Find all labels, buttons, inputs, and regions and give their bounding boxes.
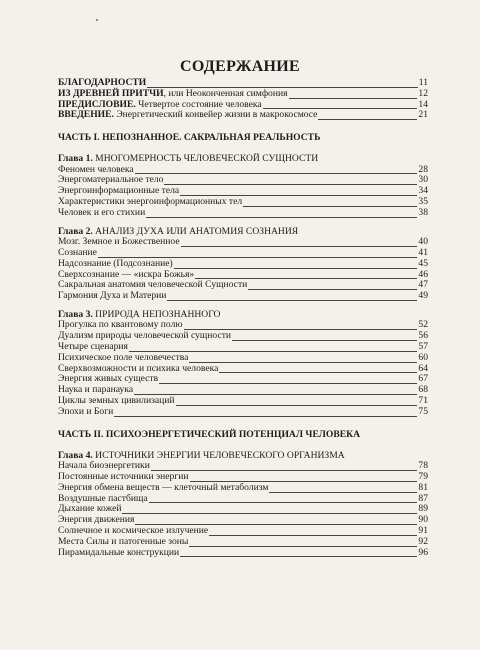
chapter-entries [58,237,428,302]
toc-entry-title: Психическое поле человечества [58,351,189,363]
toc-entry-title: Постоянные источники энергии [58,470,189,482]
toc-entry-title: Четыре сценария [58,341,128,353]
toc-entry-page: 30 [418,174,428,186]
toc-entry-title: Энергоматериальное тело [58,174,164,186]
table-of-contents [58,78,428,558]
chapter-entries [58,320,428,417]
toc-entry-title: Начала биоэнергетики [58,460,150,472]
toc-entry [58,291,428,302]
toc-entry-title: БЛАГОДАРНОСТИ [58,77,147,88]
toc-entry-title: Сверхвозможности и психика человека [58,362,219,374]
chapter-heading: Глава 4. ИСТОЧНИКИ ЭНЕРГИИ ЧЕЛОВЕЧЕСКОГО ОРГАНИЗМА [58,449,345,461]
toc-entry-page: 49 [418,290,428,302]
toc-entry-title: Сверхсознание — «искра Божья» [58,268,195,280]
toc-entry-title: Характеристики энергоинформационных тел [58,196,243,208]
chapter-entries [58,165,428,219]
toc-entry-page: 52 [418,319,428,331]
toc-entry [58,208,428,219]
toc-entry-page: 64 [418,362,428,374]
toc-entry-page: 14 [418,98,428,110]
toc-entry-page: 41 [418,246,428,258]
toc-entry-page: 79 [418,470,428,482]
toc-entry-page: 57 [418,341,428,353]
toc-entry-page: 47 [418,279,428,291]
chapter-heading: Глава 2. АНАЛИЗ ДУХА ИЛИ АНАТОМИЯ СОЗНАНИЯ [58,225,299,237]
chapter-heading: Глава 3. ПРИРОДА НЕПОЗНАННОГО [58,308,221,320]
toc-entry-title: Энергоинформационные тела [58,185,180,197]
toc-entry-page: 87 [418,492,428,504]
toc-entry-title: ИЗ ДРЕВНЕЙ ПРИТЧИ, или Неоконченная симфония [58,87,288,99]
chapter-entries [58,461,428,558]
toc-entry-page: 60 [418,351,428,363]
toc-entry-title: Прогулка по квантовому полю [58,319,183,331]
toc-entry-title: Феномен человека [58,163,134,175]
toc-entry-title: Места Силы и патогенные зоны [58,535,189,547]
toc-entry-page: 38 [418,206,428,218]
toc-entry-page: 71 [418,395,428,407]
toc-entry-page: 89 [418,503,428,515]
toc-entry-page: 78 [418,460,428,472]
toc-entry-title: Дыхание кожей [58,503,122,515]
toc-entry-title: Сознание [58,246,97,258]
toc-entry [58,548,428,559]
toc-entry-page: 90 [418,514,428,526]
toc-entry-title: Мозг. Земное и Божественное [58,236,180,248]
toc-entry-page: 12 [418,87,428,99]
toc-entry-page: 46 [418,268,428,280]
toc-entry-title: Солнечное и космическое излучение [58,524,209,536]
toc-entry-title: Энергия движения [58,514,135,526]
page-speck [96,19,98,21]
toc-entry [58,110,428,121]
page-title: СОДЕРЖАНИЕ [179,58,301,75]
toc-entry-page: 21 [418,109,428,121]
toc-entry-title: ВВЕДЕНИЕ. Энергетический конвейер жизни в макрокосмосе [58,109,318,121]
toc-entry-page: 75 [418,405,428,417]
toc-entry-title: Надсознание (Подсознание) [58,257,173,269]
toc-entry [58,407,428,418]
toc-entry-page: 92 [418,535,428,547]
toc-entry-title: Дуализм природы человеческой сущности [58,330,232,342]
toc-entry-title: Гармония Духа и Материи [58,290,167,302]
toc-entry-page: 11 [418,77,428,88]
toc-entry-page: 91 [418,524,428,536]
toc-entry-title: Энергия живых существ [58,373,159,385]
toc-entry-page: 96 [418,546,428,558]
part-heading: ЧАСТЬ I. НЕПОЗНАННОЕ. САКРАЛЬНАЯ РЕАЛЬНОСТЬ [58,132,321,144]
toc-entry-title: Эпохи и Боги [58,405,114,417]
toc-entry-title: Пирамидальные конструкции [58,546,180,558]
toc-entry-page: 28 [418,163,428,175]
toc-entry-title: ПРЕДИСЛОВИЕ. Четвертое состояние человека [58,98,262,110]
toc-entry-page: 34 [418,185,428,197]
part-heading: ЧАСТЬ II. ПСИХОЭНЕРГЕТИЧЕСКИЙ ПОТЕНЦИАЛ ЧЕЛОВЕКА [58,428,361,440]
toc-entry-title: Наука и паранаука [58,384,134,396]
front-matter [58,78,428,121]
toc-entry-title: Энергия обмена веществ — клеточный метаболизм [58,481,269,493]
toc-entry-page: 40 [418,236,428,248]
toc-entry-page: 35 [418,196,428,208]
toc-entry-title: Человек и его стихии [58,206,146,218]
toc-entry-page: 68 [418,384,428,396]
toc-entry [58,237,428,248]
chapter-heading: Глава 1. МНОГОМЕРНОСТЬ ЧЕЛОВЕЧЕСКОЙ СУЩНОСТИ [58,153,319,165]
toc-entry-title: Сакральная анатомия человеческой Сущности [58,279,248,291]
toc-entry-title: Воздушные пастбища [58,492,148,504]
toc-entry-page: 81 [418,481,428,493]
toc-entry-page: 56 [418,330,428,342]
toc-entry [58,396,428,407]
toc-entry-page: 67 [418,373,428,385]
toc-entry-page: 45 [418,257,428,269]
toc-entry-title: Циклы земных цивилизаций [58,395,175,407]
